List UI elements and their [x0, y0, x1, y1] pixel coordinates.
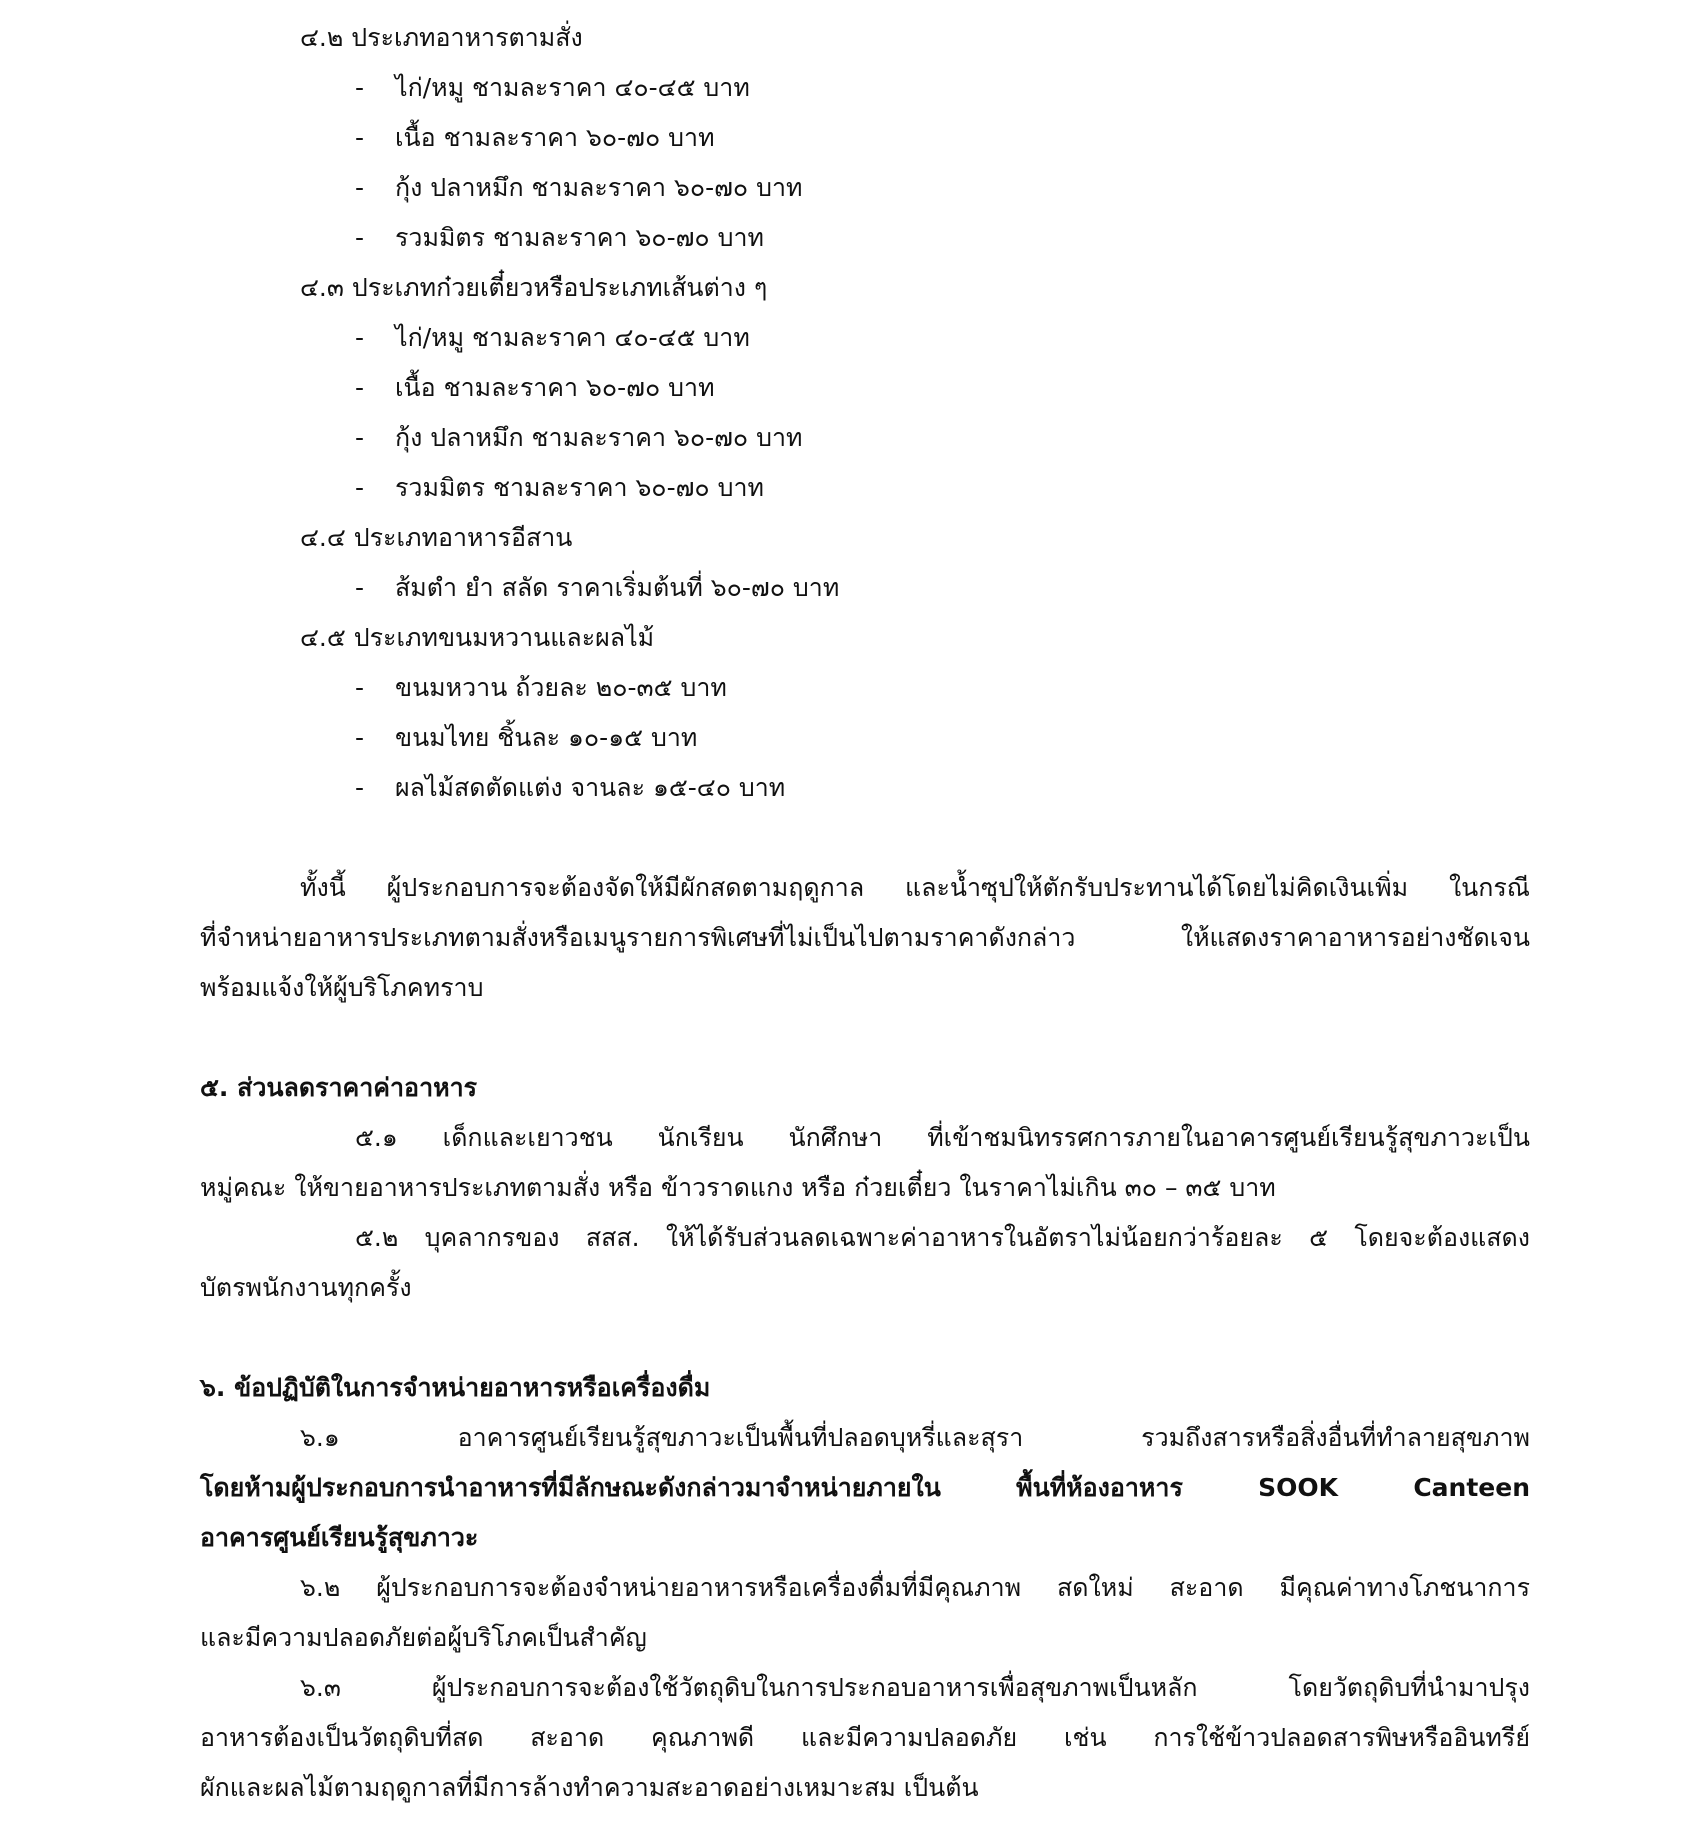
paragraph-line: ๖.๒ ผู้ประกอบการจะต้องจำหน่ายอาหารหรือเครื่องดื่มที่มีคุณภาพ สดใหม่ สะอาด มีคุณค่าทางโภชนาการ — [300, 1573, 1530, 1602]
paragraph-line: อาหารต้องเป็นวัตถุดิบที่สด สะอาด คุณภาพดี และมีความปลอดภัย เช่น การใช้ข้าวปลอดสารพิษหรืออินทรีย์ — [200, 1723, 1530, 1752]
paragraph-line: ๖.๓ ผู้ประกอบการจะต้องใช้วัตถุดิบในการประกอบอาหารเพื่อสุขภาพเป็นหลัก โดยวัตถุดิบที่นำมาปรุง — [300, 1673, 1530, 1702]
list-item: - ขนมหวาน ถ้วยละ ๒๐-๓๕ บาท — [355, 673, 727, 702]
list-item: - ส้มตำ ยำ สลัด ราคาเริ่มต้นที่ ๖๐-๗๐ บาท — [355, 573, 840, 602]
paragraph-line: ผักและผลไม้ตามฤดูกาลที่มีการล้างทำความสะอาดอย่างเหมาะสม เป็นต้น — [200, 1773, 979, 1802]
subsection-heading-4-3: ๔.๓ ประเภทก๋วยเตี๋ยวหรือประเภทเส้นต่าง ๆ — [300, 273, 768, 302]
list-item: - รวมมิตร ชามละราคา ๖๐-๗๐ บาท — [355, 473, 764, 502]
paragraph-line: ๕.๒ บุคลากรของ สสส. ให้ได้รับส่วนลดเฉพาะค่าอาหารในอัตราไม่น้อยกว่าร้อยละ ๕ โดยจะต้องแสดง — [355, 1223, 1530, 1252]
paragraph-line-bold: โดยห้ามผู้ประกอบการนำอาหารที่มีลักษณะดังกล่าวมาจำหน่ายภายใน พื้นที่ห้องอาหาร SOOK Canteen — [200, 1473, 1530, 1502]
paragraph-line: และมีความปลอดภัยต่อผู้บริโภคเป็นสำคัญ — [200, 1623, 647, 1652]
paragraph-line: ทั้งนี้ ผู้ประกอบการจะต้องจัดให้มีผักสดตามฤดูกาล และน้ำซุปให้ตักรับประทานได้โดยไม่คิดเงินเพิ่ม ในกรณี — [300, 873, 1530, 902]
section-heading-6: ๖. ข้อปฏิบัติในการจำหน่ายอาหารหรือเครื่องดื่ม — [200, 1373, 711, 1402]
paragraph-line: บัตรพนักงานทุกครั้ง — [200, 1273, 412, 1302]
paragraph-line: ที่จำหน่ายอาหารประเภทตามสั่งหรือเมนูรายการพิเศษที่ไม่เป็นไปตามราคาดังกล่าว ให้แสดงราคาอาหารอย่างชัดเจน — [200, 923, 1530, 952]
list-item: - ไก่/หมู ชามละราคา ๔๐-๔๕ บาท — [355, 73, 750, 102]
list-item: - เนื้อ ชามละราคา ๖๐-๗๐ บาท — [355, 373, 715, 402]
paragraph-line: ๖.๑ อาคารศูนย์เรียนรู้สุขภาวะเป็นพื้นที่ปลอดบุหรี่และสุรา รวมถึงสารหรือสิ่งอื่นที่ทำลายสุขภาพ — [300, 1423, 1530, 1452]
list-item: - กุ้ง ปลาหมึก ชามละราคา ๖๐-๗๐ บาท — [355, 423, 803, 452]
paragraph-line: ๕.๑ เด็กและเยาวชน นักเรียน นักศึกษา ที่เข้าชมนิทรรศการภายในอาคารศูนย์เรียนรู้สุขภาวะเป็น — [355, 1123, 1530, 1152]
list-item: - กุ้ง ปลาหมึก ชามละราคา ๖๐-๗๐ บาท — [355, 173, 803, 202]
paragraph-line: พร้อมแจ้งให้ผู้บริโภคทราบ — [200, 973, 484, 1002]
section-heading-5: ๕. ส่วนลดราคาค่าอาหาร — [200, 1073, 478, 1102]
subsection-heading-4-5: ๔.๕ ประเภทขนมหวานและผลไม้ — [300, 623, 655, 652]
paragraph-line: หมู่คณะ ให้ขายอาหารประเภทตามสั่ง หรือ ข้าวราดแกง หรือ ก๋วยเตี๋ยว ในราคาไม่เกิน ๓๐ – ๓๕ บาท — [200, 1173, 1276, 1202]
subsection-heading-4-2: ๔.๒ ประเภทอาหารตามสั่ง — [300, 23, 583, 52]
list-item: - ไก่/หมู ชามละราคา ๔๐-๔๕ บาท — [355, 323, 750, 352]
list-item: - เนื้อ ชามละราคา ๖๐-๗๐ บาท — [355, 123, 715, 152]
paragraph-line-bold: อาคารศูนย์เรียนรู้สุขภาวะ — [200, 1523, 479, 1552]
list-item: - รวมมิตร ชามละราคา ๖๐-๗๐ บาท — [355, 223, 764, 252]
list-item: - ขนมไทย ชิ้นละ ๑๐-๑๕ บาท — [355, 723, 698, 752]
subsection-heading-4-4: ๔.๔ ประเภทอาหารอีสาน — [300, 523, 573, 552]
list-item: - ผลไม้สดตัดแต่ง จานละ ๑๕-๔๐ บาท — [355, 773, 786, 802]
